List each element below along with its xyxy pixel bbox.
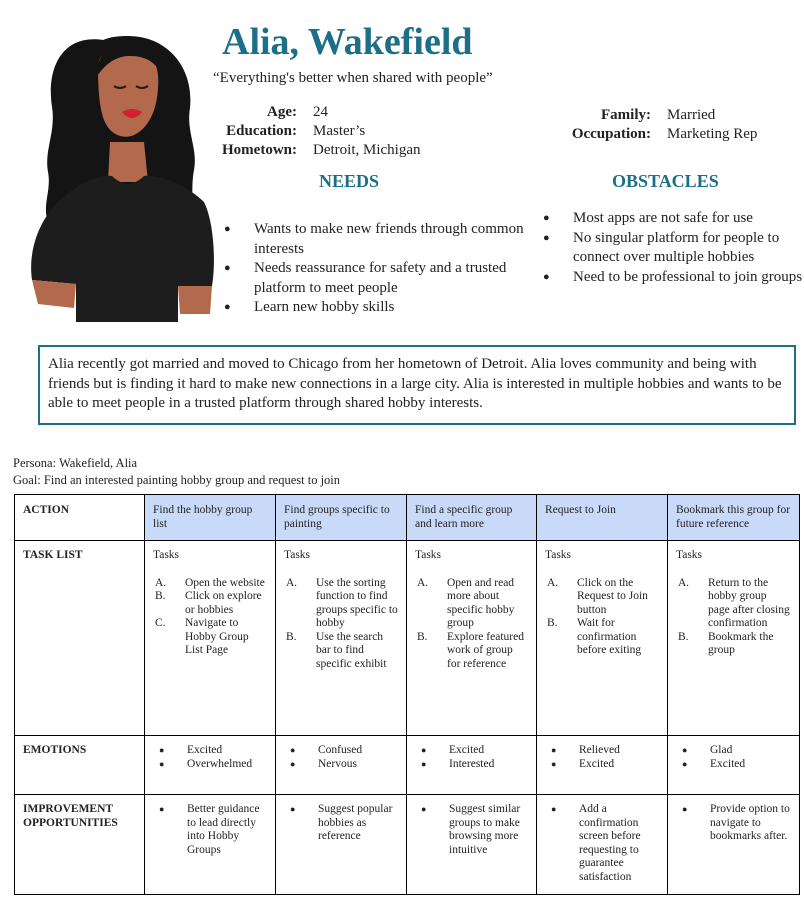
detail-label: Hometown:	[222, 142, 297, 158]
task-item: A. Click on the Request to Join button	[547, 576, 648, 616]
tasks-label: Tasks	[284, 549, 311, 561]
stage-improvements	[537, 795, 668, 895]
detail-value: Detroit, Michigan	[313, 142, 421, 158]
task-list	[545, 577, 659, 658]
stage-emotions	[668, 736, 800, 795]
emotion-item: ● Excited	[682, 757, 746, 770]
improvement-item: ● Suggest similar groups to make browsing more intuitive	[421, 803, 521, 856]
action-row	[15, 495, 800, 541]
task-item: B. Use the search bar to find specific exhibit	[286, 630, 387, 670]
stage-tasks	[407, 541, 537, 736]
task-item: A. Open the website	[155, 576, 265, 589]
stage-improvements	[145, 795, 276, 895]
emotions-row	[15, 736, 800, 795]
detail-value: 24	[313, 104, 328, 120]
improvement-item: ● Better guidance to lead directly into Hobby Groups	[159, 803, 260, 856]
persona-bio: Alia recently got married and moved to Chicago from her hometown of Detroit. Alia loves community and being with friends but is finding it hard to make new connections in a large city. Alia is interested in multiple hobbies and wants to be able to meet people in a trusted platform through shared hobby interests.	[38, 345, 796, 425]
obstacles-heading: OBSTACLES	[612, 171, 719, 191]
detail-label: Age:	[267, 104, 297, 120]
emotion-item: ● Excited	[551, 757, 615, 770]
stage-action: Find the hobby group list	[145, 495, 276, 541]
detail-label: Family:	[601, 107, 651, 123]
task-list	[284, 577, 398, 672]
needs-list	[224, 220, 524, 318]
stage-improvements	[668, 795, 800, 895]
needs-item: ● Wants to make new friends through common interests	[224, 220, 524, 259]
detail-value: Marketing Rep	[667, 126, 758, 142]
row-label-action: ACTION	[15, 495, 145, 541]
task-item: A. Open and read more about specific hobby group	[417, 576, 515, 629]
obstacles-list	[543, 209, 804, 287]
task-item: B. Click on explore or hobbies	[155, 590, 262, 616]
task-item: A. Use the sorting function to find groups specific to hobby	[286, 576, 398, 629]
stage-tasks	[276, 541, 407, 736]
improvement-item: ● Suggest popular hobbies as reference	[290, 803, 393, 842]
task-list	[676, 577, 791, 658]
emotion-item: ● Excited	[421, 744, 485, 756]
stage-improvements	[276, 795, 407, 895]
improvements-row	[15, 795, 800, 895]
detail-row-family	[540, 106, 757, 125]
task-item: B. Explore featured work of group for reference	[417, 630, 524, 670]
stage-action: Request to Join	[537, 495, 668, 541]
persona-avatar-illustration	[18, 22, 228, 322]
detail-row-age	[180, 103, 420, 122]
journey-map-table	[14, 494, 800, 895]
task-item: C. Navigate to Hobby Group List Page	[155, 617, 249, 656]
stage-tasks	[145, 541, 276, 736]
task-list	[153, 577, 267, 658]
task-item: B. Bookmark the group	[678, 630, 774, 656]
row-label-emotions: EMOTIONS	[15, 736, 145, 795]
detail-label: Education:	[226, 123, 297, 139]
improvement-item: ● Provide option to navigate to bookmarks after.	[682, 803, 790, 842]
detail-value: Master’s	[313, 123, 366, 139]
tasks-label: Tasks	[545, 549, 572, 561]
task-item: B. Wait for confirmation before exiting	[547, 617, 642, 656]
persona-name: Alia, Wakefield	[222, 21, 473, 63]
persona-details-left	[180, 103, 420, 160]
emotion-item: ● Relieved	[551, 744, 620, 756]
stage-tasks	[537, 541, 668, 736]
detail-row-occupation	[540, 125, 757, 144]
stage-improvements	[407, 795, 537, 895]
stage-emotions	[407, 736, 537, 795]
needs-heading: NEEDS	[319, 171, 380, 191]
persona-quote: “Everything's better when shared with people”	[213, 70, 493, 86]
stage-emotions	[276, 736, 407, 795]
stage-emotions	[145, 736, 276, 795]
emotion-item: ● Interested	[421, 757, 495, 770]
obstacles-item: ● Need to be professional to join groups	[543, 268, 804, 288]
task-item: A. Return to the hobby group page after closing confirmation	[678, 576, 790, 629]
detail-label: Occupation:	[571, 126, 651, 142]
obstacles-item: ● No singular platform for people to connect over multiple hobbies	[543, 229, 804, 268]
emotion-item: ● Nervous	[290, 757, 357, 770]
stage-action: Find a specific group and learn more	[407, 495, 537, 541]
detail-row-education	[180, 122, 420, 141]
stage-action: Bookmark this group for future reference	[668, 495, 800, 541]
emotion-item: ● Excited	[159, 744, 223, 756]
improvement-item: ● Add a confirmation screen before requesting to guarantee satisfaction	[551, 803, 641, 883]
emotion-item: ● Glad	[682, 744, 733, 756]
detail-value: Married	[667, 107, 716, 123]
stage-emotions	[537, 736, 668, 795]
emotion-item: ● Overwhelmed	[159, 757, 253, 770]
stage-action: Find groups specific to painting	[276, 495, 407, 541]
journey-persona-line: Persona: Wakefield, Alia	[13, 456, 138, 470]
tasks-row	[15, 541, 800, 736]
tasks-label: Tasks	[676, 549, 703, 561]
tasks-label: Tasks	[415, 549, 442, 561]
row-label-improvements: IMPROVEMENT OPPORTUNITIES	[15, 795, 145, 895]
task-list	[415, 577, 528, 672]
row-label-tasks: TASK LIST	[15, 541, 145, 736]
emotion-item: ● Confused	[290, 744, 363, 756]
persona-details-right	[540, 106, 757, 144]
detail-row-hometown	[180, 141, 420, 160]
tasks-label: Tasks	[153, 549, 180, 561]
obstacles-item: ● Most apps are not safe for use	[543, 209, 804, 229]
journey-goal-line: Goal: Find an interested painting hobby group and request to join	[13, 473, 341, 487]
stage-tasks	[668, 541, 800, 736]
needs-item: ● Learn new hobby skills	[224, 298, 524, 318]
needs-item: ● Needs reassurance for safety and a trusted platform to meet people	[224, 259, 524, 298]
